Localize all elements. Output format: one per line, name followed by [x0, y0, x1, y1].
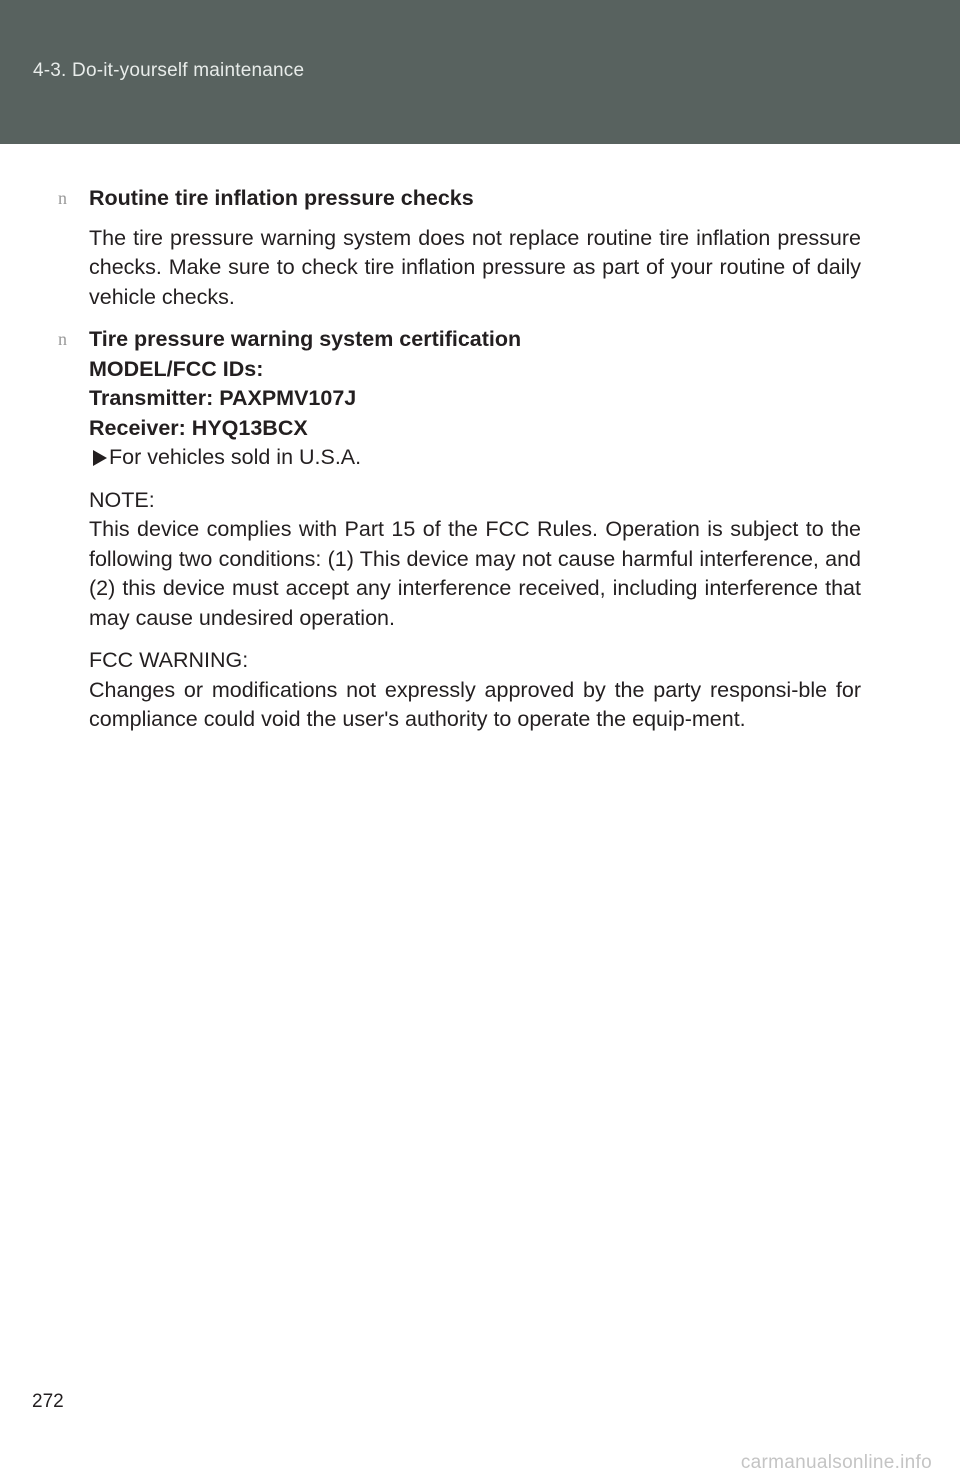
note-body: This device complies with Part 15 of the FCC Rules. Operation is subject to the following two conditions: (1) This device may not cause harmful interference, and (2) this device must accept any interference received, including interference that may cause undesired operation. [89, 517, 861, 630]
vehicle-note-text: For vehicles sold in U.S.A. [109, 445, 362, 469]
bullet-square-icon: n [58, 188, 67, 208]
section-heading-certification [58, 325, 861, 355]
bullet-square-icon: n [58, 329, 67, 349]
heading-text: Tire pressure warning system certification [89, 327, 522, 351]
section-heading-routine-checks [58, 184, 861, 214]
page-content [58, 184, 861, 735]
section-title: 4-3. Do-it-yourself maintenance [33, 60, 305, 81]
heading-text: Routine tire inflation pressure checks [89, 186, 474, 210]
triangle-arrow-icon [93, 450, 107, 466]
fcc-warning-body: Changes or modifications not expressly approved by the party responsi-ble for compliance could void the user's authority to operate the equip-ment. [89, 677, 861, 731]
receiver-id: Receiver: HYQ13BCX [89, 415, 308, 440]
page-number: 272 [32, 1391, 64, 1412]
note-label: NOTE: [89, 487, 155, 512]
watermark: carmanualsonline.info [740, 1452, 932, 1473]
routine-checks-body: The tire pressure warning system does not replace routine tire inflation pressure checks. Make sure to check tire inflation pressure as part of your routine of daily vehicle checks. [89, 225, 861, 309]
vehicle-note [89, 443, 861, 473]
fcc-warning-label: FCC WARNING: [89, 648, 249, 672]
model-ids-label: MODEL/FCC IDs: [89, 356, 264, 381]
transmitter-id: Transmitter: PAXPMV107J [89, 386, 357, 410]
header-band [0, 0, 960, 144]
